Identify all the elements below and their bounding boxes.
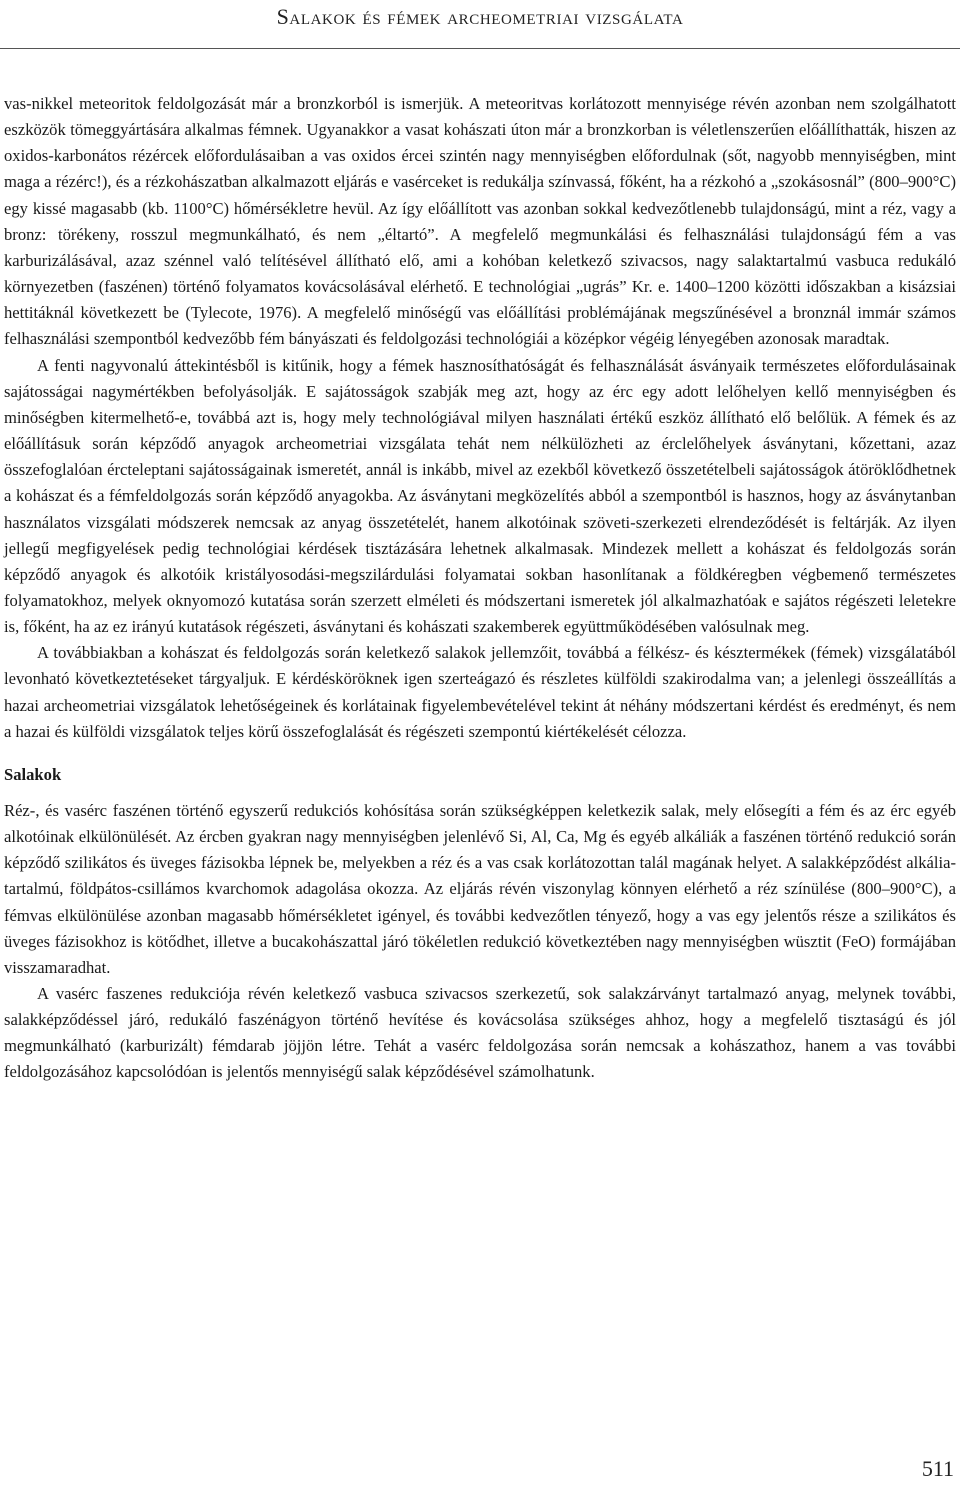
running-head bbox=[0, 0, 960, 50]
section-heading: Salakok bbox=[4, 764, 62, 784]
paragraph-1: vas-nikkel meteoritok feldolgozását már a bronzkorból is ismerjük. A meteoritvas korlátozott mennyisége révén azonban nem szolgálhatott eszközök tömeggyártására alkalmas fémnek. Ugyanakkor a vasat kohászati úton már a bronzkorban is véletlenszerűen előállíthatták, hiszen az oxidos-karbonátos rézércek előfordulásaiban a vas oxidos ércei szintén nagy mennyiségben előfordulnak (sőt, nagyobb mennyiségben, mint maga a rézérc!), és a rézkohászatban alkalmazott eljárás e vasérceket is redukálja színvassá, főként, ha a rézkohó a „szokásosnál” (800–900°C) egy kissé magasabb (kb. 1100°C) hőmérsékletre hevül. Az így előállított vas azonban sokkal kedvezőtlenebb tulajdonságú, mint a réz, vagy a bronz: törékeny, rosszul megmunkálható, és nem „éltartó”. A megfelelő megmunkálási és felhasználási tulajdonságú fém a vas karburizálásával, azaz szénnel való telítésével állítható elő, ami a kohóban keletkező szivacsos, nagy salaktartalmú vasbuca redukáló környezetben (faszénen) történő folyamatos kovácsolásával elérhető. E technológiai „ugrás” Kr. e. 1400–1200 közötti időszakban a kisázsiai hettitáknál következett be (Tylecote, 1976). A megfelelő minőségű vas előállítási problémájának megszűnésével a bronznál immár számos felhasználási szempontból kedvezőbb fém bányászati és feldolgozási technológiái a középkor végéig lényegében azonosak maradtak. bbox=[4, 94, 956, 349]
body-text bbox=[4, 91, 956, 1086]
paragraph-2: A fenti nagyvonalú áttekintésből is kitűnik, hogy a fémek hasznosíthatóságát és felhasználását ásványaik természetes előfordulásainak sajátosságai nagymértékben befolyásolják. E sajátosságok szabják meg azt, hogy az érc egy adott lelőhelyen kellő mennyiségben és minőségben kitermelhető-e, továbbá azt is, hogy mely technológiával milyen használati értékű eszköz állítható elő belőlük. A fémek és az előállításuk során képződő anyagok archeometriai vizsgálata tehát nem nélkülözheti az érclelőhelyek ásványtani, kőzettani, azaz összefoglalóan ércteleptani sajátosságainak ismeretét, annál is inkább, mivel az ezekből következő összetételbeli sajátosságok átöröklődhetnek a kohászat és a fémfeldolgozás során képződő anyagokba. Az ásványtani megközelítés abból a szempontból is hasznos, hogy az ásványtanban használatos vizsgálati módszerek nemcsak az anyag összetételét, hanem alkotóinak szöveti-szerkezeti elrendeződését is feltárják. Az ilyen jellegű megfigyelések pedig technológiai kérdések tisztázására lehetnek alkalmasak. Mindezek mellett a kohászat és feldolgozás során képződő anyagok és alkotóik kristályosodási-megszilárdulási folyamatai sokban hasonlítanak a földkéregben végbemenő természetes folyamatokhoz, melyek oknyomozó kutatása során szerzett elméleti és módszertani ismeretek jól alkalmazhatóak e sajátos régészeti leletekre is, főként, ha az ez irányú kutatások régészeti, ásványtani és kohászati szakemberek együttműködésében valósulnak meg. bbox=[4, 355, 956, 637]
header-rule bbox=[0, 48, 960, 49]
paragraph-3: A továbbiakban a kohászat és feldolgozás során keletkező salakok jellemzőit, továbbá a félkész- és késztermékek (fémek) vizsgálatából levonható következtetéseket tárgyaljuk. E kérdésköröknek igen szerteágazó és részletes külföldi szakirodalma van; a jelenlegi összeállítás a hazai archeometriai vizsgálatok lehetőségeinek és korlátainak figyelembevételével tekint át néhány módszertani kérdést és eredményt, és nem a hazai és külföldi vizsgálatok teljes körű összefoglalását és régészeti szempontú kiértékelését célozza. bbox=[4, 643, 956, 741]
page-number: 511 bbox=[921, 1456, 954, 1481]
running-title: Salakok és fémek archeometriai vizsgálata bbox=[276, 4, 684, 29]
section-paragraph-1: Réz-, és vasérc faszénen történő egyszerű redukciós kohósítása során szükségképpen keletkezik salak, mely elősegíti a fém és az érc egyéb alkotóinak elkülönülését. Az ércben gyakran nagy mennyiségben jelenlévő Si, Al, Ca, Mg és egyéb alkáliák a faszénen történő redukció során képződő szilikátos és üveges fázisokba lépnek be, melyekben a réz és a vas csak korlátozottan talál magának helyet. A salakképződést alkália-tartalmú, földpátos-csillámos kvarchomok adagolása okozza. Az eljárás révén viszonylag könnyen elérhető a réz színülése (800–900°C), a fémvas elkülönülése azonban magasabb hőmérsékletet igényel, és további kedvezőtlen tényező, hogy a vas egy jelentős része a szilikátos és üveges fázisokhoz is kötődhet, illetve a bucakohászattal járó tökéletlen redukció következtében nagy mennyiségben wüsztit (FeO) formájában visszamaradhat. bbox=[4, 800, 956, 977]
section-paragraph-2: A vasérc faszenes redukciója révén keletkező vasbuca szivacsos szerkezetű, sok salakzárványt tartalmazó anyag, melynek további, salakképződéssel járó, redukáló faszénágyon történő hevítése és kovácsolása szükséges ahhoz, hogy a megfelelő tisztaságú és jól megmunkálható (karburizált) fémdarab jöjjön létre. Tehát a vasérc feldolgozása során nemcsak a kohászathoz, hanem a vas további feldolgozásához kapcsolódóan is jelentős mennyiségű salak képződésével számolhatunk. bbox=[4, 984, 956, 1082]
